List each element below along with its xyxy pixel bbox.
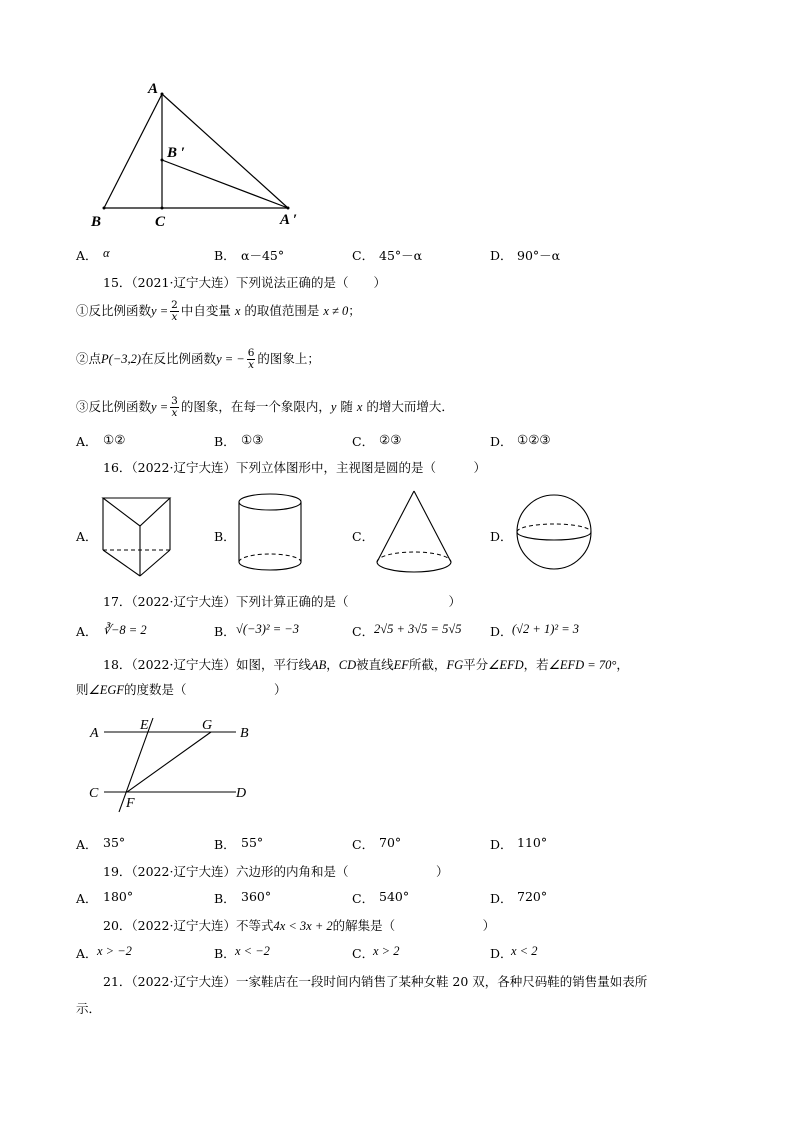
q14-option-c-label: C． [352, 248, 375, 263]
q20-stem [103, 916, 495, 934]
q21-stem: 21．（2022·辽宁大连）一家鞋店在一段时间内销售了某种女鞋 20 双，各种尺码鞋的销售量如表所 [103, 974, 648, 989]
text: 在反比例函数 [141, 351, 217, 366]
label-A: A [90, 726, 99, 741]
label-B: B [240, 726, 249, 741]
q18-option-c: 70° [379, 835, 402, 850]
math-ef: EF [393, 658, 409, 672]
q20-option-d: x < 2 [511, 944, 538, 958]
q17-option-b: √(−3)² = −3 [236, 622, 299, 636]
q20-option-d-label: D． [490, 946, 513, 961]
q17-option-d-label: D． [490, 624, 513, 639]
text: 所截， [408, 657, 447, 672]
math-ab: AB [310, 658, 327, 672]
label-A: A [148, 81, 159, 97]
label-C: C [155, 214, 166, 230]
q20-option-a: x > −2 [97, 944, 132, 958]
q14-option-d-label: D． [490, 248, 513, 263]
q14-option-c: 45°－α [379, 248, 423, 263]
q15-statement-2 [76, 348, 320, 371]
fraction [170, 396, 179, 419]
fraction [170, 300, 179, 323]
denominator: x [171, 407, 178, 419]
sphere-figure [512, 490, 596, 574]
cone-figure [372, 488, 456, 578]
q18-option-c-label: C． [352, 837, 375, 852]
numerator: 2 [171, 299, 178, 311]
q17-option-c-label: C． [352, 624, 375, 639]
q15-stem: 15．（2021·辽宁大连）下列说法正确的是（ ） [103, 275, 386, 290]
q18-option-d-label: D． [490, 837, 513, 852]
label-B: B [91, 214, 102, 230]
math-y: y = [151, 304, 169, 318]
math-angle-efd: ∠EFD [488, 658, 524, 672]
math-angle-value: ∠EFD = 70° [548, 658, 617, 672]
text: 被直线 [356, 657, 394, 672]
text: ； [348, 303, 361, 318]
q14-option-b: α－45° [241, 248, 285, 263]
math-angle-egf: ∠EGF [88, 683, 125, 697]
label-A-prime: A ′ [280, 212, 298, 228]
q20-option-b-label: B． [214, 946, 236, 961]
q19-option-b-label: B． [214, 891, 236, 906]
math-x: x [234, 304, 241, 318]
math-cd: CD [338, 658, 357, 672]
label-F: F [126, 796, 135, 811]
q18-option-d: 110° [517, 835, 548, 850]
q19-option-c: 540° [379, 889, 410, 904]
math-inequality: 4x < 3x + 2 [273, 919, 333, 933]
q18-stem [103, 655, 629, 673]
q14-option-a-label: A． [76, 248, 98, 263]
q14-option-b-label: B． [214, 248, 236, 263]
math-condition: x ≠ 0 [323, 304, 349, 318]
text: 的图象上； [257, 351, 320, 366]
text: ③反比例函数 [76, 399, 152, 414]
q16-option-b-label: B． [214, 529, 236, 544]
q19-stem: 19．（2022·辽宁大连）六边形的内角和是（ ） [103, 864, 449, 879]
q17-option-a-label: A． [76, 624, 98, 639]
q17-option-b-label: B． [214, 624, 236, 639]
prism-figure [98, 490, 178, 578]
q16-option-d-label: D． [490, 529, 513, 544]
label-D: D [236, 786, 247, 801]
q19-option-c-label: C． [352, 891, 375, 906]
text: 的增大而增大． [366, 399, 454, 414]
math-fg: FG [446, 658, 464, 672]
q19-option-b: 360° [241, 889, 272, 904]
text: 则 [76, 682, 89, 697]
q17-option-c: 2√5 + 3√5 = 5√5 [374, 622, 462, 636]
q19-option-a-label: A． [76, 891, 98, 906]
q18-stem-line2 [76, 680, 287, 698]
q17-option-d: (√2 + 1)² = 3 [512, 622, 580, 636]
q15-option-c-label: C． [352, 434, 375, 449]
q20-option-c-label: C． [352, 946, 375, 961]
math-x: x [356, 400, 363, 414]
q14-option-a: α [103, 246, 110, 260]
fraction [247, 348, 256, 371]
q15-option-c: ②③ [379, 432, 402, 447]
q15-option-a: ①② [103, 432, 126, 447]
q16-stem: 16．（2022·辽宁大连）下列立体图形中，主视图是圆的是（ ） [103, 460, 486, 475]
parallel-lines-figure [86, 712, 266, 816]
q15-option-a-label: A． [76, 434, 98, 449]
q15-option-b: ①③ [241, 432, 264, 447]
q15-statement-3 [76, 396, 454, 419]
triangle-figure [88, 76, 318, 236]
q16-option-a-label: A． [76, 529, 98, 544]
denominator: x [171, 311, 178, 323]
q20-option-c: x > 2 [373, 944, 400, 958]
q18-option-b-label: B． [214, 837, 236, 852]
text: 18．（2022·辽宁大连）如图，平行线 [103, 657, 311, 672]
label-B-prime: B ′ [167, 145, 185, 161]
text: 中自变量 [180, 303, 231, 318]
q21-stem-line2: 示． [76, 1001, 102, 1016]
q17-stem: 17．（2022·辽宁大连）下列计算正确的是（ ） [103, 594, 461, 609]
q15-option-d: ①②③ [517, 432, 551, 447]
text: 的度数是（ ） [124, 682, 287, 697]
q20-option-a-label: A． [76, 946, 98, 961]
q15-statement-1 [76, 300, 361, 323]
math-y: y = − [216, 352, 245, 366]
text: 的图象，在每一个象限内， [180, 399, 331, 414]
text: 20．（2022·辽宁大连）不等式 [103, 918, 274, 933]
numerator: 3 [171, 395, 178, 407]
q17-option-a: ∛−8 = 2 [103, 623, 147, 637]
label-E: E [140, 718, 149, 733]
q20-option-b: x < −2 [235, 944, 270, 958]
q19-option-d-label: D． [490, 891, 513, 906]
text: 随 [340, 399, 353, 414]
text: ①反比例函数 [76, 303, 152, 318]
text: 平分 [463, 657, 489, 672]
math-point: P(−3,2) [101, 352, 142, 366]
q19-option-a: 180° [103, 889, 134, 904]
q19-option-d: 720° [517, 889, 548, 904]
label-G: G [202, 718, 213, 733]
text: ， [326, 657, 339, 672]
q18-option-a: 35° [103, 835, 126, 850]
q16-option-c-label: C． [352, 529, 375, 544]
numerator: 6 [247, 347, 255, 359]
q18-option-a-label: A． [76, 837, 98, 852]
text: ②点 [76, 351, 102, 366]
label-C: C [89, 786, 99, 801]
math-y: y = [151, 400, 169, 414]
math-y: y [330, 400, 337, 414]
text: ，若 [523, 657, 549, 672]
q18-option-b: 55° [241, 835, 264, 850]
text: 的解集是（ ） [332, 918, 496, 933]
text: 的取值范围是 [244, 303, 320, 318]
q14-option-d: 90°－α [517, 248, 561, 263]
q15-option-d-label: D． [490, 434, 513, 449]
cylinder-figure [234, 490, 306, 576]
denominator: x [248, 359, 255, 371]
q15-option-b-label: B． [214, 434, 236, 449]
text: ， [616, 657, 629, 672]
